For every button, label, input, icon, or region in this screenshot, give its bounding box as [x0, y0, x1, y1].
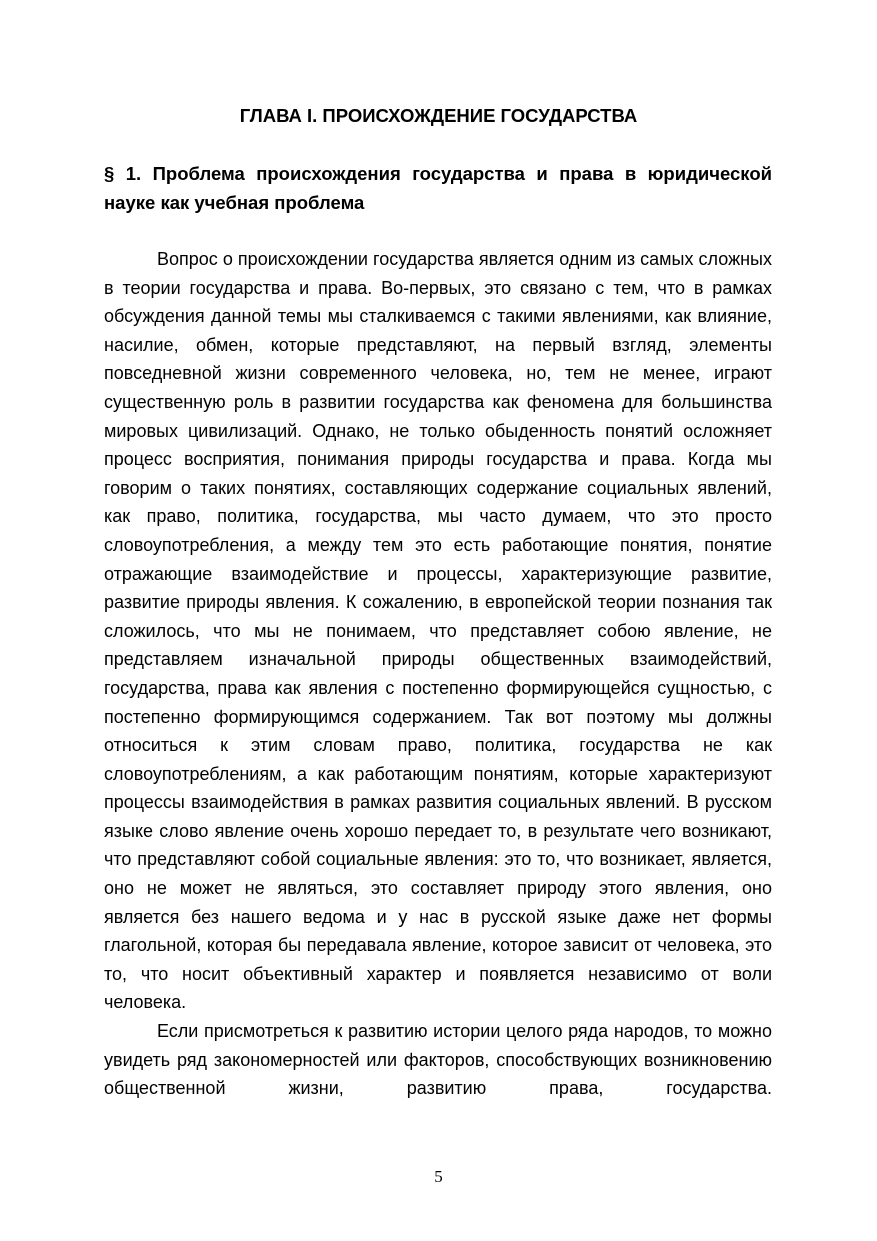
body-text — [104, 245, 772, 1103]
chapter-title: ГЛАВА I. ПРОИСХОЖДЕНИЕ ГОСУДАРСТВА — [239, 105, 638, 126]
section-title: § 1. Проблема происхождения государства и права в юридической науке как учебная проблема — [104, 163, 772, 213]
paragraph-2: Если присмотреться к развитию истории целого ряда народов, то можно увидеть ряд закономерностей или факторов, способствующих возникновению общественной жизни, развитию права, государства. — [104, 1021, 772, 1099]
paragraph-1: Вопрос о происхождении государства является одним из самых сложных в теории государства и права. Во-первых, это связано с тем, что в рамках обсуждения данной темы мы сталкиваемся с такими явлениями, как влияние, насилие, обмен, которые представляют, на первый взгляд, элементы повседневной жизни современного человека, но, тем не менее, играют существенную роль в развитии государства как феномена для большинства мировых цивилизаций. Однако, не только обыденность понятий осложняет процесс восприятия, понимания природы государства и права. Когда мы говорим о таких понятиях, составляющих содержание социальных явлений, как право, политика, государства, мы часто думаем, что это просто словоупотребления, а между тем это есть работающие понятия, понятие отражающие взаимодействие и процессы, характеризующие развитие, развитие природы явления. К сожалению, в европейской теории познания так сложилось, что мы не понимаем, что представляет собою явление, не представляем изначальной природы общественных взаимодействий, государства, права как явления с постепенно формирующейся сущностью, с постепенно формирующимся содержанием. Так вот поэтому мы должны относиться к этим словам право, политика, государства не как словоупотреблениям, а как работающим понятиям, которые характеризуют процессы взаимодействия в рамках развития социальных явлений. В русском языке слово явление очень хорошо передает то, в результате чего возникают, что представляют собой социальные явления: это то, что возникает, является, оно не может не являться, это составляет природу этого явления, оно является без нашего ведома и у нас в русской языке даже нет формы глагольной, которая бы передавала явление, которое зависит от человека, это то, что носит объективный характер и появляется независимо от воли человека. — [104, 249, 772, 1013]
page-number: 5 — [434, 1167, 443, 1186]
